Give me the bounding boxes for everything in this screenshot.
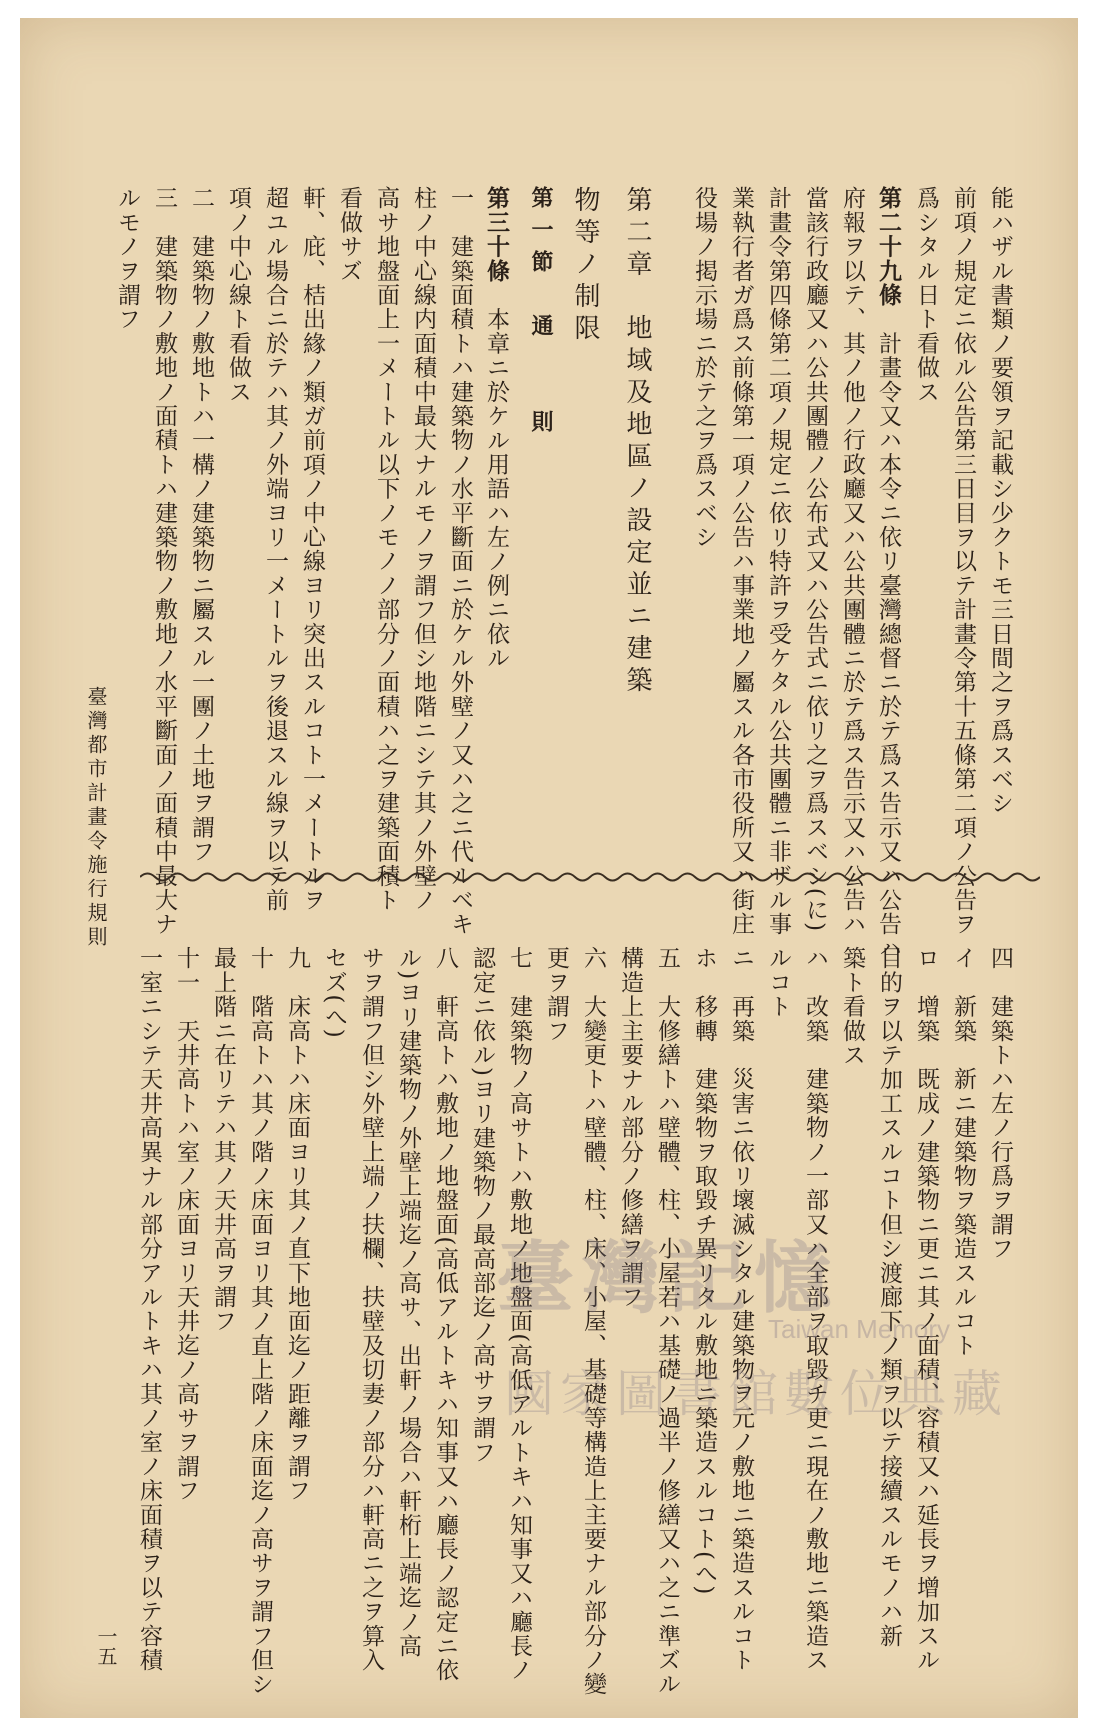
text-column: 更ヲ謂フ	[543, 946, 569, 1043]
text-column: 計畫令第四條第二項ノ規定ニ依リ特許ヲ受ケタル公共團體ニ非ザル事	[765, 186, 791, 937]
text-column: 十一 天井高トハ室ノ床面ヨリ天井迄ノ高サヲ謂フ	[173, 946, 199, 1503]
text-column: ルコト	[765, 946, 791, 1019]
text-column: 五 大修繕トハ壁體、柱、小屋若ハ基礎ノ過半ノ修繕又ハ之ニ準ズル	[654, 946, 680, 1697]
text-column: ル)ヨリ建築物ノ外壁上端迄ノ高サ、出軒ノ場合ハ軒桁上端迄ノ高	[395, 946, 421, 1658]
watermark-institution: 國家圖書館數位典藏	[504, 1365, 1008, 1423]
text-column: ハ 改築 建築物ノ一部又ハ全部ヲ取毀チ更ニ現在ノ敷地ニ築造ス	[802, 946, 828, 1672]
text-column: 當該行政廳又ハ公共團體ノ公布式又ハ公告式ニ依リ之ヲ爲スベシ(に)	[802, 186, 828, 933]
text-column: 四 建築トハ左ノ行爲ヲ謂フ	[987, 946, 1013, 1261]
document-page	[20, 18, 1078, 1718]
spacer	[663, 186, 685, 856]
text-column: ニ 再築 災害ニ依リ壞滅シタル建築物ヲ元ノ敷地ニ築造スルコト	[728, 946, 754, 1672]
text-column: 一 建築面積トハ建築物ノ水平斷面ニ於ケル外壁ノ又ハ之ニ代ルベキ	[447, 186, 473, 937]
text-column: 役場ノ掲示場ニ於テ之ヲ爲スベシ	[691, 186, 717, 549]
article-30-label: 第三十條	[483, 186, 510, 283]
watermark-english: Taiwan Memory	[768, 1314, 951, 1344]
chapter-heading: 第二章 地域及地區ノ設定並ニ建築	[622, 186, 652, 698]
text-column: 柱ノ中心線内面積中最大ナルモノヲ謂フ但シ地階ニシテ其ノ外壁ノ	[410, 186, 436, 913]
text-column: ホ 移轉 建築物ヲ取毀チ異リタル敷地ニ築造スルコト(へ)	[691, 946, 717, 1596]
text-column: 認定ニ依ル)ヨリ建築物ノ最高部迄ノ高サヲ謂フ	[469, 946, 495, 1465]
text-column: ロ 增築 既成ノ建築物ニ更ニ其ノ面積、容積又ハ延長ヲ增加スル	[913, 946, 939, 1672]
text-column: 構造上主要ナル部分ノ修繕ヲ謂フ	[617, 946, 643, 1309]
text-column: 府報ヲ以テ、其ノ他ノ行政廳又ハ公共團體ニ於テ爲ス告示又ハ公告ハ	[839, 186, 865, 937]
text-column: 業執行者ガ爲ス前條第一項ノ公告ハ事業地ノ屬スル各市役所又ハ街庄	[728, 186, 754, 937]
text-column: 看做サズ	[336, 186, 362, 283]
article-29-text: 計畫令又ハ本令ニ依リ臺灣總督ニ於テ爲ス告示又ハ公告ハ	[875, 331, 901, 961]
text-column: 十 階高トハ其ノ階ノ床面ヨリ其ノ直上階ノ床面迄ノ高サヲ謂フ但シ	[247, 946, 273, 1697]
text-column: サヲ謂フ但シ外壁上端ノ扶欄、扶壁及切妻ノ部分ハ軒高ニ之ヲ算入	[358, 946, 384, 1672]
text-column: 能ハザル書類ノ要領ヲ記載シ少クトモ三日間之ヲ爲スベシ	[987, 186, 1013, 816]
text-column: 最上階ニ在リテハ其ノ天井高ヲ謂フ	[210, 946, 236, 1334]
section-heading: 第一節 通 則	[528, 186, 554, 442]
running-title: 臺灣都市計畫令施行規則	[84, 686, 108, 950]
text-column: 築ト看做ス	[839, 946, 865, 1067]
text-column: 目的ヲ以テ加工スルコト但シ渡廊下ノ類ヲ以テ接續スルモノハ新	[876, 946, 902, 1648]
text-column: 一室ニシテ天井高異ナル部分アルトキハ其ノ室ノ床面積ヲ以テ容積	[136, 946, 162, 1672]
wavy-divider	[140, 870, 1040, 884]
text-column: 軒、庇、桔出緣ノ類ガ前項ノ中心線ヨリ突出スルコト一メートルヲ	[299, 186, 325, 912]
text-column: 超ユル場合ニ於テハ其ノ外端ヨリ一メートルヲ後退スル線ヲ以テ前	[262, 186, 288, 913]
upper-columns	[108, 186, 1018, 961]
text-column: ルモノヲ謂フ	[114, 186, 140, 332]
text-column: 七 建築物ノ高サトハ敷地ノ地盤面(高低アルトキハ知事又ハ廳長ノ	[506, 946, 532, 1683]
text-column: 九 床高トハ床面ヨリ其ノ直下地面迄ノ距離ヲ謂フ	[284, 946, 310, 1503]
watermark-script: 臺灣記憶	[496, 1233, 841, 1324]
page-number: 一五	[94, 1626, 118, 1666]
text-column: 爲シタル日ト看做ス	[913, 186, 939, 404]
article-29-label: 第二十九條	[875, 186, 902, 307]
article-30-text: 本章ニ於ケル用語ハ左ノ例ニ依ル	[483, 307, 509, 671]
text-column: 高サ地盤面上一メートル以下ノモノノ部分ノ面積ハ之ヲ建築面積ト	[373, 186, 399, 912]
text-column: 八 軒高トハ敷地ノ地盤面(高低アルトキハ知事又ハ廳長ノ認定ニ依	[432, 946, 458, 1683]
text-column: 二 建築物ノ敷地トハ一構ノ建築物ニ屬スル一團ノ土地ヲ謂フ	[188, 186, 214, 864]
text-column: 前項ノ規定ニ依ル公告第三日目ヲ以テ計畫令第十五條第二項ノ公告ヲ	[950, 186, 976, 937]
text-column: 項ノ中心線ト看做ス	[225, 186, 251, 404]
text-column: イ 新築 新ニ建築物ヲ築造スルコト	[950, 946, 976, 1358]
article-30-column	[478, 186, 515, 856]
text-column: 六 大變更トハ壁體、柱、床、小屋、基礎等構造上主要ナル部分ノ變	[580, 946, 606, 1697]
chapter-heading-continued: 物等ノ制限	[570, 186, 600, 346]
text-column: 三 建築物ノ敷地ノ面積トハ建築物ノ敷地ノ水平斷面ノ面積中最大ナ	[151, 186, 177, 937]
article-29-column	[870, 186, 907, 961]
upper-half	[20, 18, 1078, 961]
text-column: セズ(へ)	[321, 946, 347, 1039]
